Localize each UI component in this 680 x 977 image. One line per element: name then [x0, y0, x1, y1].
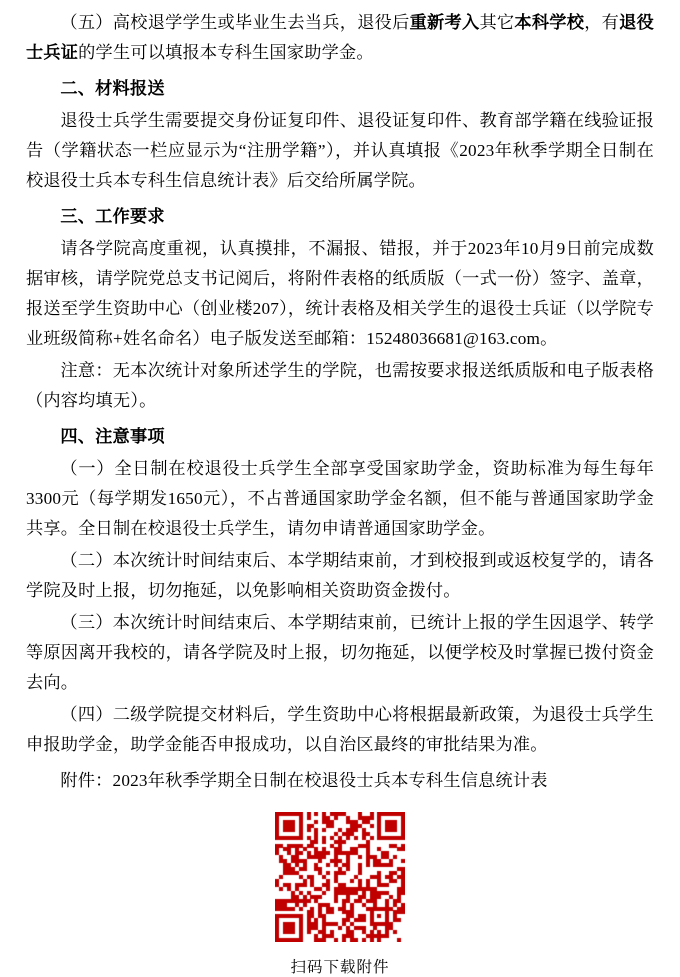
p-item-5-run-6: 的学生可以填报本专科生国家助学金。	[78, 43, 374, 62]
p-section-3-body	[26, 234, 654, 354]
p-item-5-run-5: 退役士兵证	[26, 13, 654, 62]
document-body	[26, 8, 654, 796]
p-section-2-body	[26, 106, 654, 196]
attachment-qr-code[interactable]	[275, 812, 405, 942]
h-section-3	[26, 202, 654, 232]
h-section-4	[26, 422, 654, 452]
qr-canvas	[275, 812, 405, 942]
qr-caption: 扫码下载附件	[290, 959, 390, 976]
p-note-3	[26, 608, 654, 698]
h-section-2	[26, 74, 654, 104]
p-section-2-body-run-0: 退役士兵学生需要提交身份证复印件、退役证复印件、教育部学籍在线验证报告（学籍状态一栏应显示为“注册学籍”），并认真填报《2023年秋季学期全日制在校退役士兵本专科生信息统计表》后交给所属学院。	[26, 111, 654, 190]
h-section-3-run-0: 三、工作要求	[60, 207, 165, 226]
p-section-3-note-run-0: 注意：无本次统计对象所述学生的学院，也需按要求报送纸质版和电子版表格（内容均填无）。	[26, 361, 654, 410]
p-attachment-run-0: 附件：2023年秋季学期全日制在校退役士兵本专科生信息统计表	[60, 771, 548, 790]
p-note-1-run-0: （一）全日制在校退役士兵学生全部享受国家助学金，资助标准为每生每年3300元（每学期发1650元），不占普通国家助学金名额，但不能与普通国家助学金共享。全日制在校退役士兵学生，请勿申请普通国家助学金。	[26, 459, 654, 538]
p-item-5-run-3: 本科学校	[514, 13, 585, 32]
p-section-3-body-run-0: 请各学院高度重视，认真摸排，不漏报、错报，并于2023年10月9日前完成数据审核，请学院党总支书记阅后，将附件表格的纸质版（一式一份）签字、盖章，报送至学生资助中心（创业楼207），统计表格及相关学生的退役士兵证（以学院专业班级简称+姓名命名）电子版发送至邮箱：15248036681@163.com。	[26, 239, 654, 348]
p-note-3-run-0: （三）本次统计时间结束后、本学期结束前，已统计上报的学生因退学、转学等原因离开我校的，请各学院及时上报，切勿拖延，以便学校及时掌握已拨付资金去向。	[26, 613, 654, 692]
p-item-5-run-0: （五）高校退学学生或毕业生去当兵，退役后	[60, 13, 410, 32]
h-section-2-run-0: 二、材料报送	[60, 79, 165, 98]
qr-code-section	[26, 812, 654, 977]
p-item-5-run-4: ，有	[584, 13, 620, 32]
p-item-5	[26, 8, 654, 68]
h-section-4-run-0: 四、注意事项	[60, 427, 165, 446]
p-note-2	[26, 546, 654, 606]
p-section-3-note	[26, 356, 654, 416]
p-note-2-run-0: （二）本次统计时间结束后、本学期结束前，才到校报到或返校复学的，请各学院及时上报，切勿拖延，以免影响相关资助资金拨付。	[26, 551, 654, 600]
p-item-5-run-2: 其它	[479, 13, 515, 32]
p-attachment	[26, 766, 654, 796]
p-note-1	[26, 454, 654, 544]
p-note-4	[26, 700, 654, 760]
p-item-5-run-1: 重新考入	[409, 13, 480, 32]
p-note-4-run-0: （四）二级学院提交材料后，学生资助中心将根据最新政策，为退役士兵学生申报助学金，助学金能否申报成功，以自治区最终的审批结果为准。	[26, 705, 654, 754]
